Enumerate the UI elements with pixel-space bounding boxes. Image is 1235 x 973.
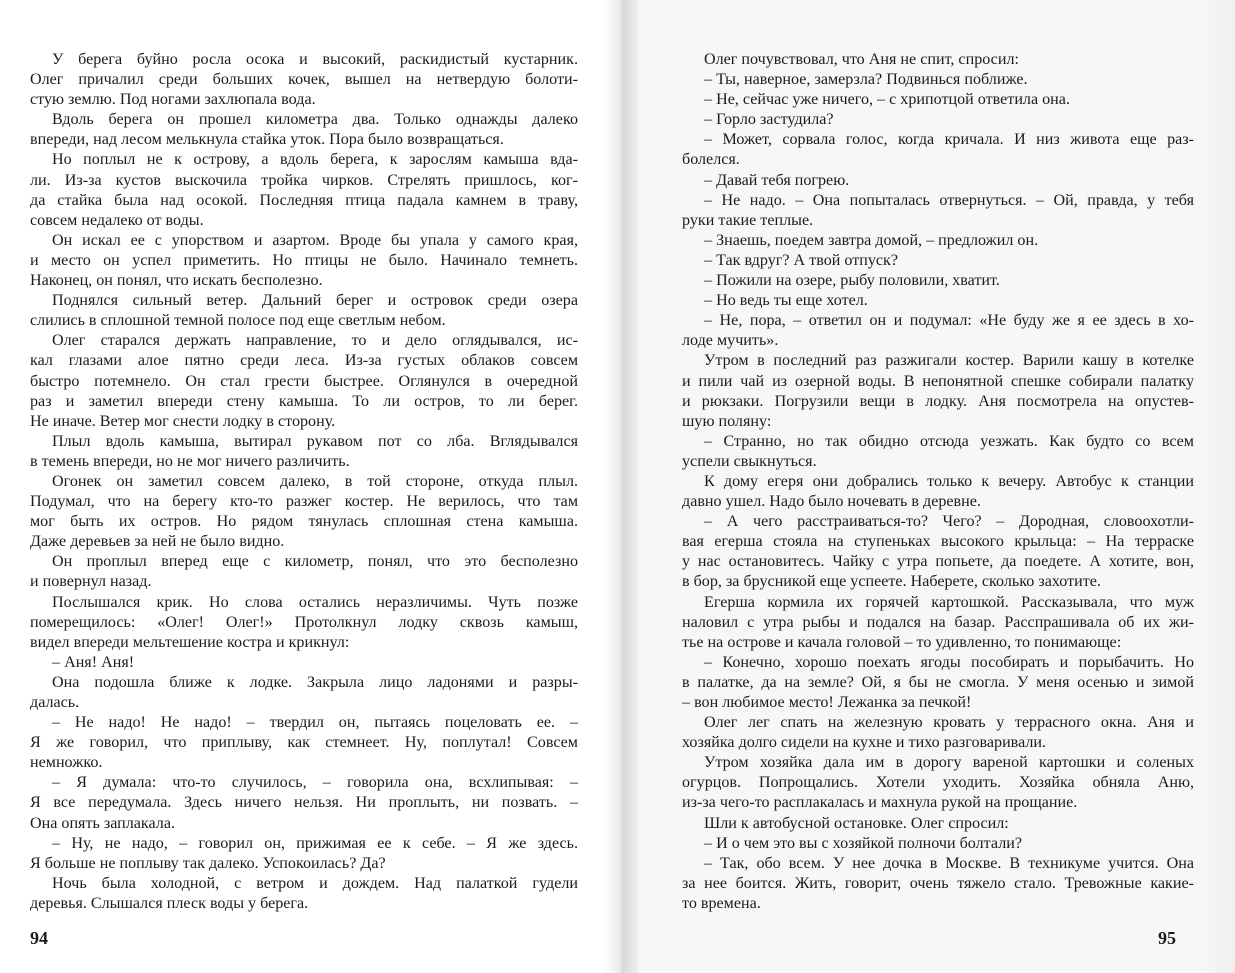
- text-line: – А чего расстраиваться-то? Чего? – Дородная, словоохотли-: [704, 513, 1194, 531]
- text-line: и рюкзаки. Погрузили вещи в лодку. Аня посмотрела на опустев-: [682, 392, 1194, 410]
- text-line: – Пожили на озере, рыбу половили, хватит.: [704, 272, 1000, 290]
- text-line: – Так, обо всем. У нее дочка в Москве. В техникуме учится. Она: [704, 854, 1194, 872]
- text-line: раз и заметил впереди стену камыша. То ли остров, то ли берег.: [30, 392, 578, 410]
- text-line: К дому егеря они добрались только к вечеру. Автобус к станции: [704, 472, 1194, 490]
- text-line: Он проплыл вперед еще с километр, понял, что это бесполезно: [52, 553, 578, 571]
- text-line: у нас остановитесь. Чайку с утра попьете, да поедете. А хотите, вон,: [682, 553, 1194, 571]
- text-line: Он искал ее с упорством и азартом. Вроде бы упала у самого края,: [52, 231, 578, 249]
- right-page: [620, 0, 1235, 973]
- text-line: Она опять заплакала.: [30, 814, 175, 832]
- text-line: Утром в последний раз разжигали костер. Варили кашу в котелке: [704, 352, 1194, 370]
- text-line: мог быть их остров. Но рядом тянулась сплошная стена камыша.: [30, 513, 578, 531]
- text-line: Не иначе. Ветер мог снести лодку в сторону.: [30, 412, 336, 430]
- text-line: – И о чем это вы с хозяйкой полночи болтали?: [704, 834, 1022, 852]
- text-line: – Не, сейчас уже ничего, – с хрипотцой ответила она.: [704, 91, 1070, 109]
- text-line: Олег старался держать направление, то и дело оглядывался, ис-: [52, 332, 578, 350]
- text-line: Егерша кормила их горячей картошкой. Рассказывала, что муж: [704, 593, 1194, 611]
- text-line: Поднялся сильный ветер. Дальний берег и островок среди озера: [52, 292, 578, 310]
- text-line: Я же говорил, что приплыву, как стемнеет. Ну, поплутал! Совсем: [30, 734, 578, 752]
- text-line: – Я думала: что-то случилось, – говорила она, всхлипывая: –: [52, 774, 578, 792]
- text-line: – Не надо. – Она попыталась отвернуться. – Ой, правда, у тебя: [704, 191, 1194, 209]
- text-line: в темень впереди, но не мог ничего различить.: [30, 452, 350, 470]
- text-line: – Странно, но так обидно отсюда уезжать. Как будто со всем: [704, 432, 1194, 450]
- text-line: – Давай тебя погрею.: [704, 171, 850, 189]
- text-line: совсем недалеко от воды.: [30, 211, 204, 229]
- text-line: – Не надо! Не надо! – твердил он, пытаясь поцеловать ее. –: [52, 714, 578, 732]
- text-line: да стайка была над осокой. Последняя птица падала камнем в траву,: [30, 191, 578, 209]
- text-line: Наконец, он понял, что искать бесполезно.: [30, 272, 323, 290]
- text-line: хозяйка долго сидели на кухне и тихо разговаривали.: [682, 734, 1047, 752]
- text-line: немножко.: [30, 754, 103, 772]
- text-line: – Не, пора, – ответил он и подумал: «Не буду же я ее здесь в хо-: [704, 312, 1194, 330]
- text-line: Олег причалил среди больших кочек, вышел на нетвердую болоти-: [30, 71, 578, 89]
- text-line: Послышался крик. Но слова остались неразличимы. Чуть позже: [52, 593, 578, 611]
- text-line: Вдоль берега он прошел километра два. Только однажды далеко: [52, 111, 578, 129]
- text-line: Огонек он заметил совсем далеко, в той стороне, откуда плыл.: [52, 472, 578, 490]
- text-line: руки такие теплые.: [682, 211, 814, 229]
- text-line: ли. Из-за кустов выскочила тройка чирков. Стрелять пришлось, ког-: [30, 171, 578, 189]
- text-line: – Аня! Аня!: [52, 653, 135, 671]
- text-line: деревья. Слышался плеск воды у берега.: [30, 894, 309, 912]
- text-line: Даже деревьев за ней не было видно.: [30, 533, 285, 551]
- text-line: видел впереди мельтешение костра и крикнул:: [30, 633, 350, 651]
- text-line: в бор, за брусникой еще успеете. Наберете, сколько захотите.: [682, 573, 1101, 591]
- text-line: – Но ведь ты еще хотел.: [704, 292, 868, 310]
- text-line: быстро потемнело. Он стал грести быстрее. Оглянулся в очередной: [30, 372, 578, 390]
- right-page-text: [682, 50, 1194, 914]
- text-line: Олег почувствовал, что Аня не спит, спросил:: [704, 51, 1019, 68]
- text-line: – Горло застудила?: [704, 111, 834, 129]
- text-line: померещилось: «Олег! Олег!» Протолкнул лодку сквозь камыш,: [30, 613, 578, 631]
- page-number-right: 95: [1158, 928, 1176, 948]
- text-line: Но поплыл не к острову, а вдоль берега, к зарослям камыша вда-: [52, 151, 578, 169]
- text-line: огурцов. Попрощались. Хотели уходить. Хозяйка обняла Аню,: [682, 774, 1194, 792]
- book-gutter: [604, 0, 638, 973]
- text-line: шую поляну:: [682, 412, 772, 430]
- text-line: и повернул назад.: [30, 573, 152, 591]
- text-line: Подумал, что на берегу кто-то разжег костер. Не верилось, что там: [30, 493, 578, 511]
- text-line: кал глазами алое пятно среди леса. Из-за густых облаков совсем: [30, 352, 578, 370]
- text-line: – вон любимое место! Лежанка за печкой!: [682, 694, 972, 711]
- text-line: Шли к автобусной остановке. Олег спросил:: [704, 814, 1009, 832]
- text-line: – Ты, наверное, замерзла? Подвинься поближе.: [704, 71, 1028, 89]
- text-line: – Знаешь, поедем завтра домой, – предложил он.: [704, 231, 1039, 249]
- text-line: Я все передумала. Здесь ничего нельзя. Ни проплыть, ни позвать. –: [30, 794, 578, 812]
- page-number-left: 94: [30, 928, 48, 948]
- text-line: – Ну, не надо, – говорил он, прижимая ее к себе. – Я же здесь.: [52, 834, 578, 852]
- text-line: Ночь была холодной, с ветром и дождем. Над палаткой гудели: [52, 874, 578, 892]
- text-line: впереди, над лесом мелькнула стайка уток. Пора было возвращаться.: [30, 131, 504, 149]
- text-line: – Конечно, хорошо поехать ягоды пособирать и порыбачить. Но: [704, 653, 1194, 671]
- text-line: из-за чего-то расплакалась и махнула рукой на прощание.: [682, 794, 1078, 812]
- text-line: далась.: [30, 694, 80, 711]
- text-line: тье на острове и качала головой – то удивленно, то понимающе:: [682, 633, 1122, 651]
- text-line: Олег лег спать на железную кровать у террасного окна. Аня и: [704, 714, 1194, 732]
- left-page-text: [30, 50, 578, 914]
- text-line: наловил с утра рыбы и подался на базар. Расспрашивала об их жи-: [682, 613, 1194, 631]
- text-line: и место он успел приметить. Но птицы не было. Начинало темнеть.: [30, 251, 578, 269]
- text-line: Утром хозяйка дала им в дорогу вареной картошки и соленых: [704, 754, 1194, 772]
- text-line: за нее боится. Жить, говорит, очень тяжело стало. Тревожные какие-: [682, 874, 1194, 892]
- text-line: в палатке, да на земле? Ой, я бы не смогла. У меня осенью и зимой: [682, 673, 1194, 691]
- text-line: успели свыкнуться.: [682, 452, 817, 470]
- text-line: давно ушел. Надо было ночевать в деревне.: [682, 493, 981, 511]
- text-line: слились в сплошной темной полосе под еще светлым небом.: [30, 312, 446, 330]
- page-edge-shadow: [1195, 0, 1235, 973]
- text-line: и пили чай из озерной воды. В непонятной спешке собирали палатку: [682, 372, 1194, 390]
- text-line: лоде мучить».: [682, 332, 779, 350]
- text-line: Я больше не поплыву так далеко. Успокоилась? Да?: [30, 854, 386, 872]
- text-line: стую землю. Под ногами захлюпала вода.: [30, 91, 316, 109]
- text-line: болелся.: [682, 151, 740, 169]
- text-line: – Так вдруг? А твой отпуск?: [704, 251, 899, 269]
- text-line: – Может, сорвала голос, когда кричала. И низ живота еще раз-: [704, 131, 1194, 149]
- text-line: У берега буйно росла осока и высокий, раскидистый кустарник.: [52, 51, 578, 68]
- text-line: Она подошла ближе к лодке. Закрыла лицо ладонями и разры-: [52, 673, 578, 691]
- text-line: вая егерша стояла на ступеньках высокого крыльца: – На терраске: [682, 533, 1194, 551]
- text-line: Плыл вдоль камыша, вытирал рукавом пот со лба. Вглядывался: [52, 432, 578, 450]
- text-line: то времена.: [682, 894, 761, 912]
